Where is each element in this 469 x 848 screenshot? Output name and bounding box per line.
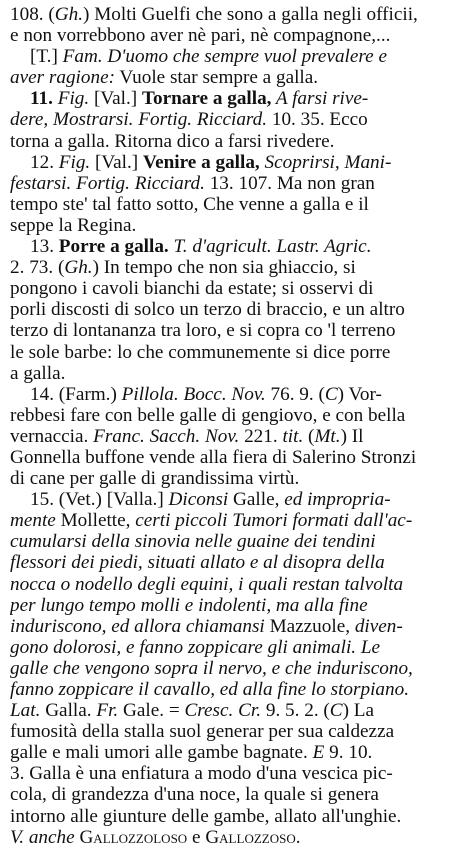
text-line [10,616,461,637]
text-line [10,46,461,67]
text-run: torna a galla. Ritorna dico a farsi rivedere. [10,130,335,152]
text-run: C [329,700,343,722]
text-run: [T.] [30,46,63,68]
text-run: festarsi. Fortig. Ricciard. [10,172,205,194]
text-run: 13. 107. Ma non gran [204,172,375,194]
text-run: dere, Mostrarsi. Fortig. Ricciard. [10,109,268,131]
text-run: E [312,742,325,764]
text-run: . [295,826,301,848]
text-run: induriscono, ed allora chiamansi [10,615,265,637]
text-run: seppe la Regina. [10,214,137,236]
text-run: 2. 73. ( [10,257,65,279]
text-line [10,658,461,679]
text-run: Franc. Sacch. Nov. [93,425,240,447]
text-line [10,278,461,299]
text-run: cola, di grandezza d'una noce, la quale si genera [10,784,379,806]
text-run: di cane per galle di grandissima virtù. [10,468,300,490]
text-run: ed impropria- [284,489,391,511]
text-run: 13. [30,236,59,258]
text-run: Fig. [58,151,91,173]
text-line [10,131,461,152]
text-run: aver ragione: [10,67,115,89]
text-line [10,236,461,257]
text-run: porli discosti di solco un terzo di braccio, e un altro [10,299,405,321]
entry-e108 [10,4,461,88]
text-run: che vengono sopra il nervo, e che induriscono, [48,657,413,679]
text-line [10,721,461,742]
text-line [10,67,461,88]
text-line [10,384,461,405]
text-run: Mazzuole, [264,615,355,637]
text-run: e non vorrebbono aver nè pari, nè compagnone,... [10,25,391,47]
text-run: 10. 35. Ecco [267,109,368,131]
text-run: cumularsi della sinovia nelle guaine dei tendini [10,531,376,553]
text-line [10,152,461,173]
text-run: pongono i cavoli bianchi da estate; si osservi di [10,278,374,300]
text-run: Galla. [40,700,97,722]
text-run: diven- [354,615,403,637]
text-run: Mollette, [55,510,136,532]
entry-e12 [10,152,461,236]
text-line [10,489,461,510]
text-run: [Val.] [89,88,142,110]
text-run: tit. [282,425,304,447]
text-line [10,194,461,215]
text-run: a galla. [10,362,66,384]
text-run: Diconsi [168,489,229,511]
text-run: Gallozzoso [205,826,296,848]
text-run: Galle, [228,489,285,511]
text-run: Gale. = [118,700,185,722]
text-run: Cresc. Cr. [184,700,262,722]
text-run: T. d'agricult. Lastr. Agric. [168,236,372,258]
text-run: vernaccia. [10,425,94,447]
text-line [10,552,461,573]
text-line [10,742,461,763]
text-run: rebbesi fare con belle galle di gengiovo, e con bella [10,404,406,426]
text-run: intorno alle giunture delle gambe, allato all'unghie. [10,805,402,827]
text-run: Fig. [57,88,90,110]
text-run: ( [303,425,315,447]
text-line [10,531,461,552]
text-line [10,299,461,320]
text-line [10,468,461,489]
text-line [10,4,461,25]
text-line [10,405,461,426]
text-run: 14. (Farm.) [30,383,122,405]
text-run: Gh. [54,4,84,25]
text-run: 3. Galla è una enfiatura a modo d'una vescica pic- [10,763,393,785]
text-run: Gallozzoloso [79,826,188,848]
text-run: fanno zoppicare il cavallo, ed alla fine lo storpiano. [10,679,409,700]
text-run: C [324,383,338,405]
text-run: flessori dei piedi, situati allato e al disopra della [10,552,385,574]
text-run: 9. 10. [324,742,373,764]
text-line [10,363,461,384]
text-line [10,806,461,827]
text-run: 108. ( [10,4,55,25]
text-run: galle e mali umori alle gambe bagnate. [10,742,313,764]
text-run: le sole barbe: lo che communemente si dice porre [10,341,391,363]
text-line [10,679,461,700]
text-line [10,637,461,658]
text-run: Fam. D'uomo che sempre vuol prevalere e [62,46,387,68]
text-run: 15. (Vet.) [Valla.] [30,489,169,511]
entry-e13 [10,236,461,384]
text-run: ) Vor- [337,383,382,405]
entry-e11 [10,88,461,151]
text-run: gono dolorosi, e fanno zoppicare gli animali. Le [10,636,381,658]
text-run: ) La [342,700,375,722]
text-line [10,700,461,721]
text-run: A farsi rive- [271,88,369,110]
text-run: [Val.] [90,151,143,173]
text-run: Vuole star sempre a galla. [114,67,319,89]
text-line [10,257,461,278]
text-run: Pillola. Bocc. Nov. [121,383,266,405]
text-run: Fr. [96,700,119,722]
text-run: ) In tempo che non sia ghiaccio, si [92,257,356,279]
text-line [10,574,461,595]
text-run: Scoprirsi, Mani- [259,151,392,173]
text-line [10,426,461,447]
text-line [10,595,461,616]
text-line [10,827,461,848]
text-run: terzo di lontananza tra loro, e si copra co 'l terreno [10,320,396,342]
text-line [10,25,461,46]
text-run: mente [10,510,56,532]
text-run: 221. [239,425,283,447]
text-run: tempo ste' tal fatto sotto, Che venne a galla e il [10,193,369,215]
text-run: Gonnella buffone vende alla fiera di Salerino Stronzi [10,446,417,468]
text-line [10,173,461,194]
text-run: 12. [30,151,59,173]
text-line [10,342,461,363]
text-run: galle [10,657,49,679]
text-line [10,320,461,341]
entry-e15 [10,489,461,848]
text-run: 9. 5. 2. ( [261,700,330,722]
text-line [10,447,461,468]
text-run: 11. [30,88,58,110]
text-run: per lungo tempo molli e indolenti, ma alla fine [10,594,368,616]
text-line [10,109,461,130]
text-line [10,784,461,805]
text-run: e [187,826,206,848]
text-run: V. anche [10,826,75,848]
text-run: nocca o nodello degli equini, i quali restan talvolta [10,573,404,595]
text-line [10,510,461,531]
text-line [10,215,461,236]
text-run: fumosità della stalla suol generar per sua caldezza [10,721,395,743]
text-run: certi piccoli Tumori formati dall'ac- [135,510,413,532]
text-run: Porre a galla. [58,236,169,258]
text-run: ) Il [340,425,364,447]
text-run: Tornare a galla, [141,88,272,110]
text-run: ) Molti Guelfi che sono a galla negli officii, [83,4,418,25]
text-line [10,88,461,109]
text-run: Lat. [10,700,41,722]
text-run: Gh. [64,257,93,279]
text-run: Mt. [314,425,341,447]
text-run: 76. 9. ( [265,383,325,405]
text-run: Venire a galla, [142,151,260,173]
text-line [10,763,461,784]
entry-e14 [10,384,461,489]
